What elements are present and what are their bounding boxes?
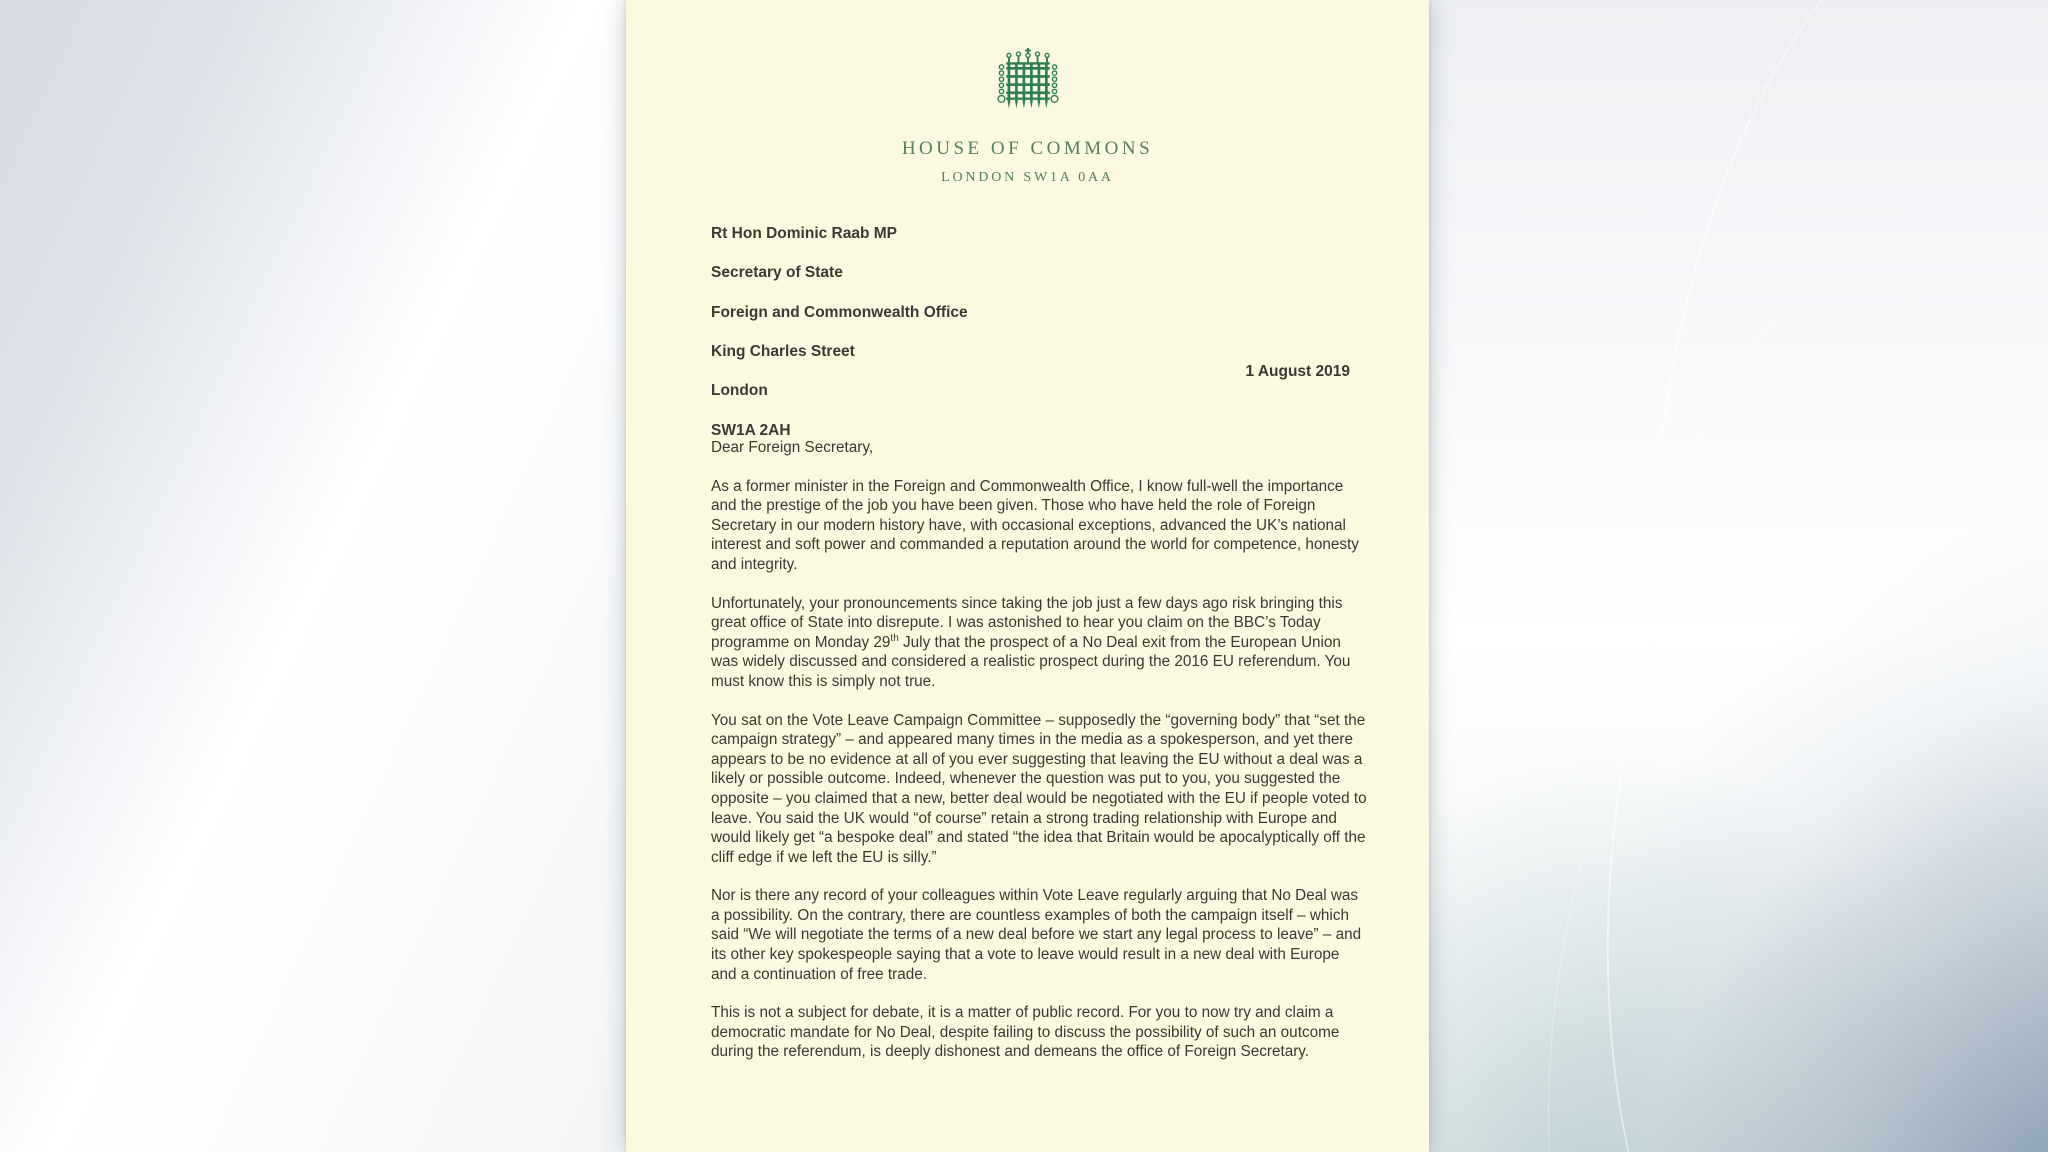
background-right-gradient — [1428, 0, 2048, 1152]
recipient-title: Secretary of State — [711, 264, 843, 282]
letter-body — [711, 438, 1367, 1081]
body-paragraph-1: As a former minister in the Foreign and Commonwealth Office, I know full-well the importance and the prestige of the job you have been given. Those who have held the role of Foreign Secretary in our modern history have, with occasional exceptions, advanced the UK’s national interest and soft power and commanded a reputation around the world for competence, honesty and integrity. — [711, 477, 1359, 573]
body-paragraph-3: You sat on the Vote Leave Campaign Committee – supposedly the “governing body” that “set the campaign strategy” – and appeared many times in the media as a spokesperson, and yet there appears to be no evidence at all of you ever suggesting that leaving the EU without a deal was a likely or possible outcome. Indeed, whenever the question was put to you, you suggested the opposite – you claimed that a new, better deal would be negotiated with the EU if people voted to leave. You said the UK would “of course” retain a strong trading relationship with Europe and would likely get “a bespoke deal” and stated “the idea that Britain would be apocalyptically off the cliff edge if we left the EU is silly.” — [711, 711, 1367, 866]
recipient-city: London — [711, 382, 768, 400]
superscript-th: th — [890, 632, 899, 644]
body-paragraph-2 — [711, 594, 1367, 692]
letterhead-address: LONDON SW1A 0AA — [941, 170, 1114, 185]
paragraph-2-text-after: July that the prospect of a No Deal exit from the European Union was widely discussed and considered a realistic prospect during the 2016 EU referendum. You must know this is simply not true. — [711, 633, 1351, 690]
paragraph-2-text-before: Unfortunately, your pronouncements since taking the job just a few days ago risk bringing this great office of State into disrepute. I was astonished to hear you claim on the BBC’s Today programme on Monday 29 — [711, 594, 1343, 651]
recipient-address-block — [711, 204, 968, 460]
body-paragraph-4: Nor is there any record of your colleagues within Vote Leave regularly arguing that No Deal was a possibility. On the contrary, there are countless examples of both the campaign itself – which said “We will negotiate the terms of a new deal before we start any legal process to leave” – and its other key spokespeople saying that a vote to leave would result in a new deal with Europe and a continuation of free trade. — [711, 887, 1362, 983]
recipient-name: Rt Hon Dominic Raab MP — [711, 224, 898, 242]
portcullis-crest-icon — [994, 40, 1062, 132]
letter-page — [626, 0, 1429, 1152]
recipient-street: King Charles Street — [711, 342, 855, 360]
recipient-postcode: SW1A 2AH — [711, 421, 791, 439]
letter-date: 1 August 2019 — [1245, 363, 1350, 380]
salutation: Dear Foreign Secretary, — [711, 439, 874, 456]
background-left-gradient — [0, 0, 626, 1152]
body-paragraph-5: This is not a subject for debate, it is a matter of public record. For you to now try and claim a democratic mandate for No Deal, despite failing to discuss the possibility of such an outcome during the referendum, is deeply dishonest and demeans the office of Foreign Secretary. — [711, 1004, 1340, 1061]
recipient-department: Foreign and Commonwealth Office — [711, 303, 968, 321]
letterhead-organization: HOUSE OF COMMONS — [901, 138, 1154, 159]
